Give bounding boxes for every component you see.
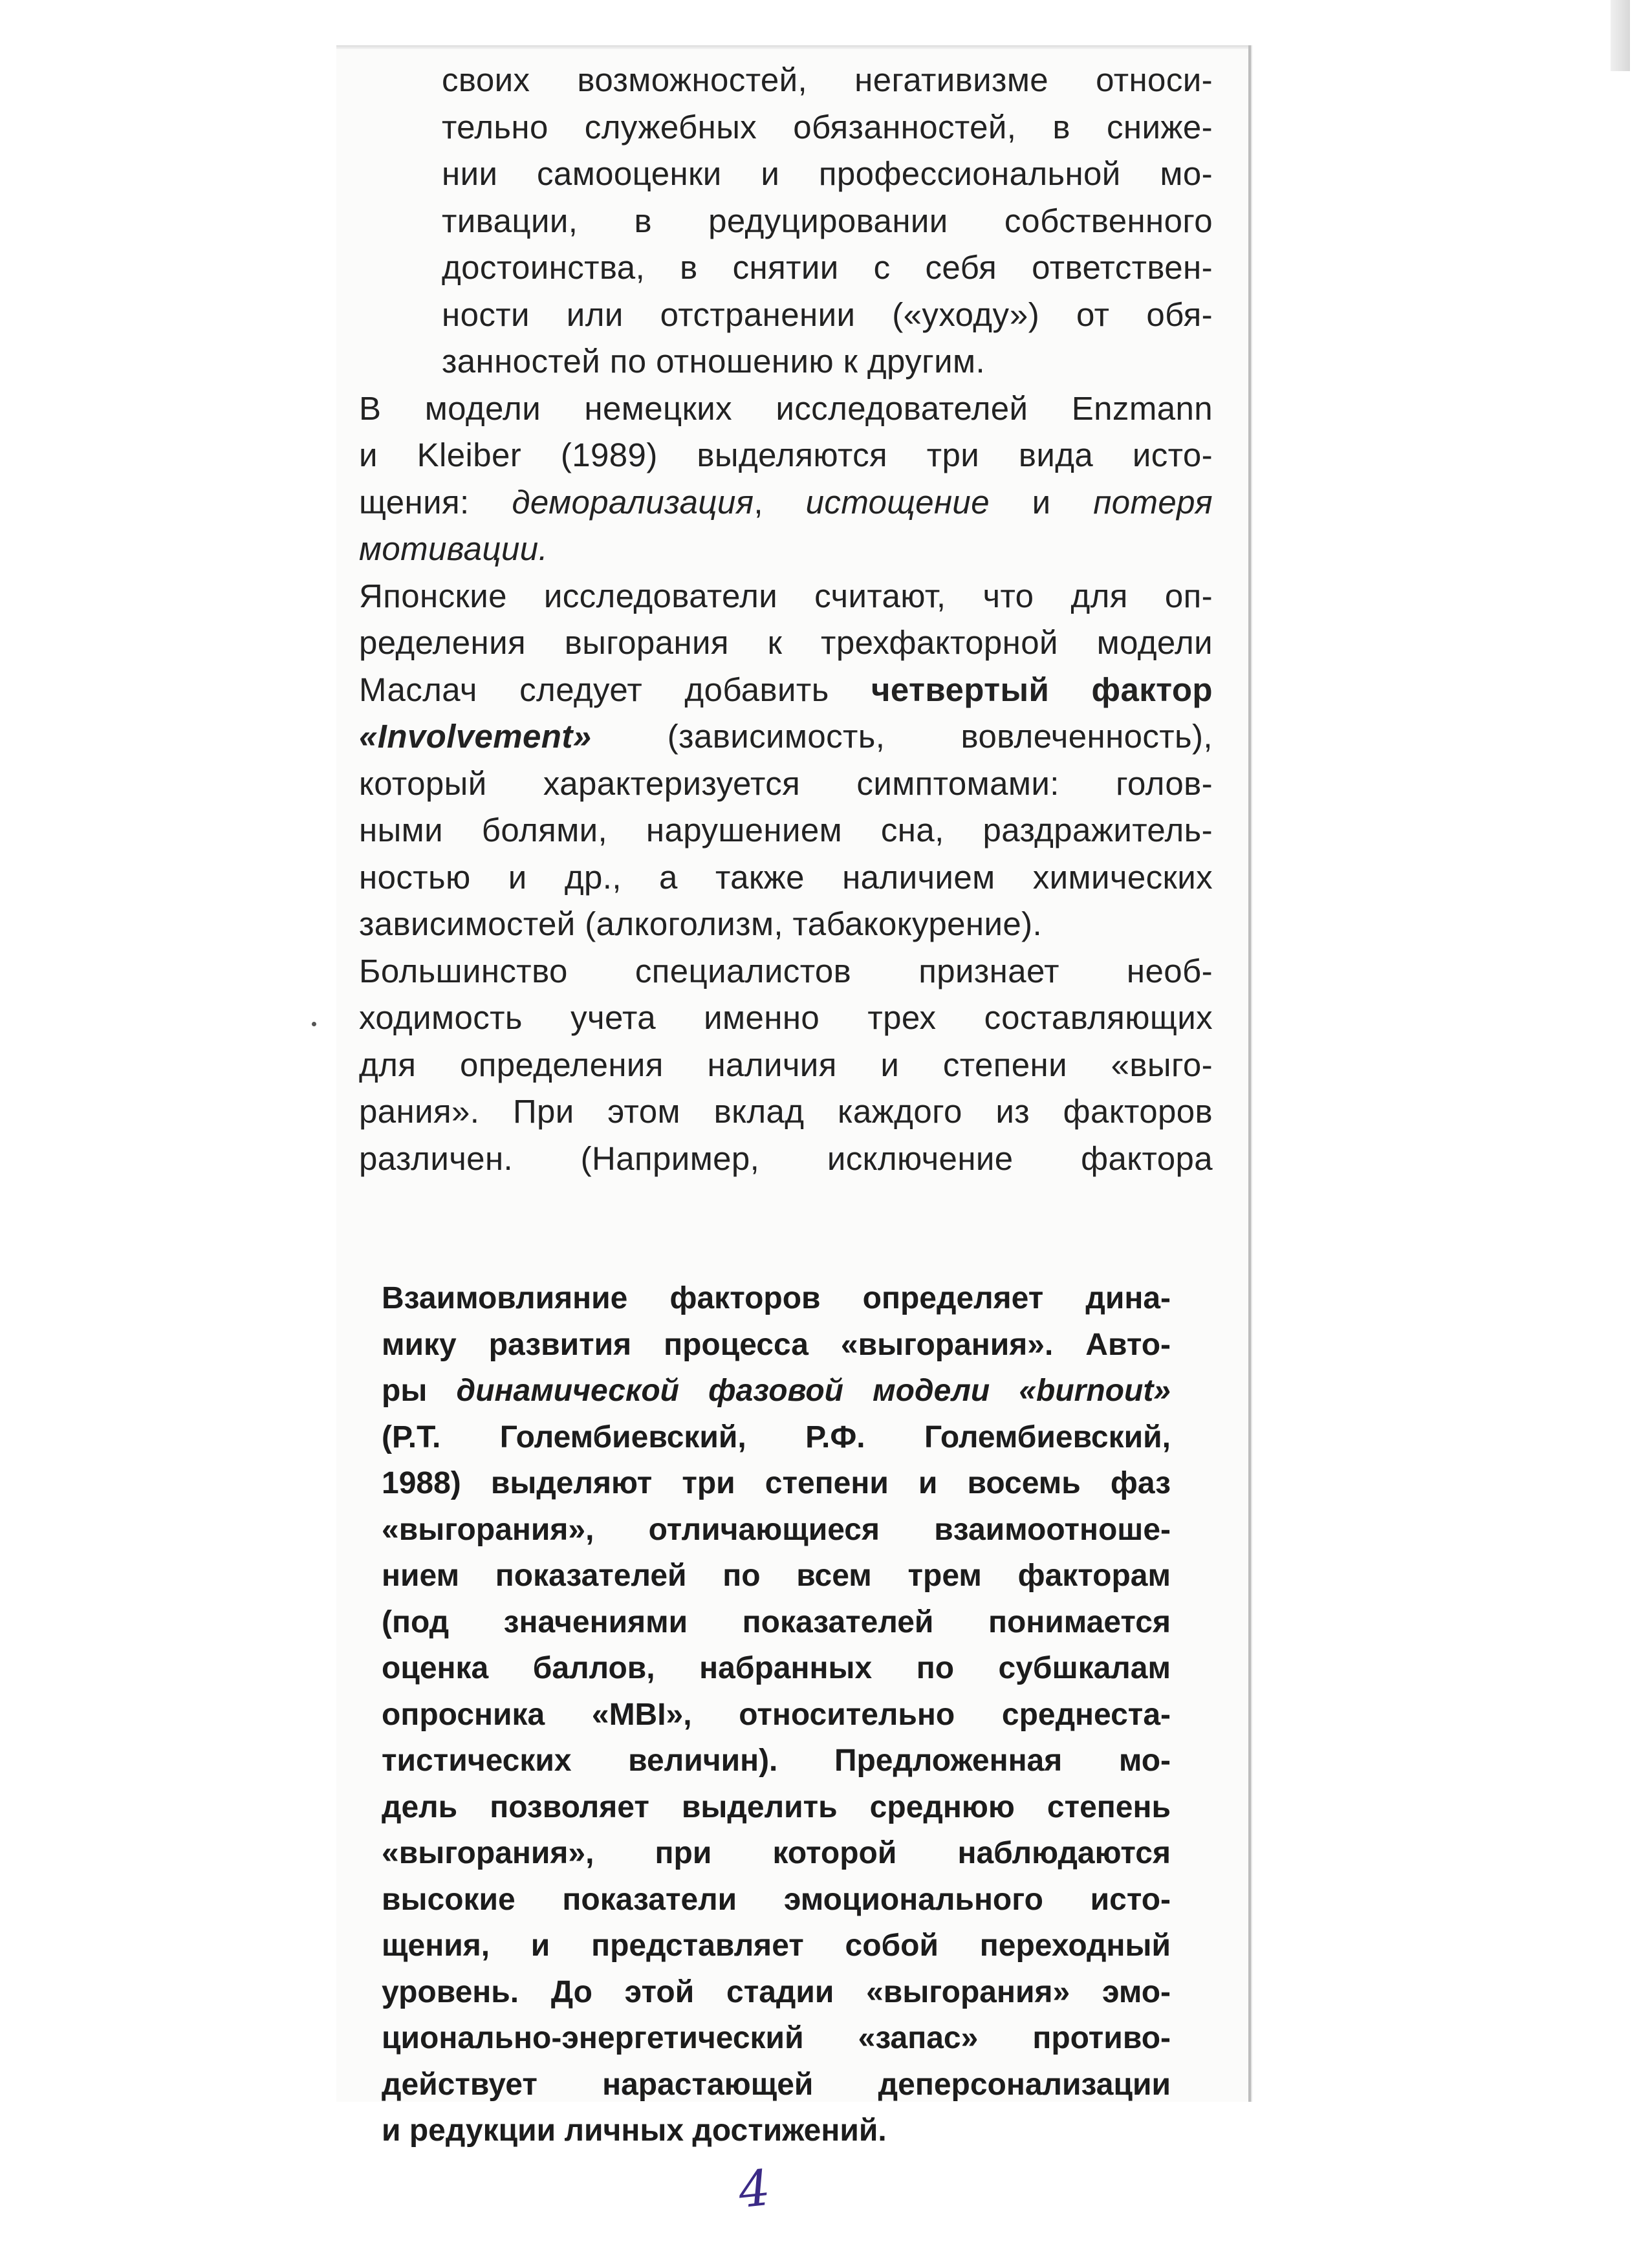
text-line: дель позволяет выделить среднюю степень	[382, 1789, 1171, 1824]
text-line	[359, 479, 1213, 526]
bold-italic-term: «Involvement»	[359, 718, 592, 755]
text-line: щения, и представляет собой переходный	[382, 1928, 1171, 1963]
text-line	[359, 526, 1213, 573]
text-line: ными болями, нарушением сна, раздражитель-	[359, 812, 1213, 848]
text-line: (под значениями показателей понимается	[382, 1604, 1171, 1639]
text-line: уровень. До этой стадии «выгорания» эмо-	[382, 1974, 1171, 2009]
text-line: для определения наличия и степени «выго-	[359, 1046, 1213, 1083]
text-line: (Р.Т. Голембиевский, Р.Ф. Голембиевский,	[382, 1420, 1171, 1454]
text-line: тельно служебных обязанностей, в сниже-	[442, 108, 1213, 146]
text-line: Большинство специалистов признает необ-	[359, 952, 1213, 989]
text-line: ностью и др., а также наличием химических	[359, 858, 1213, 896]
stray-dot	[312, 1022, 316, 1026]
bold-term: четвертый фактор	[871, 671, 1213, 708]
text-line: и Kleiber (1989) выделяются три вида исто-	[359, 437, 1213, 473]
text-line: зависимостей (алкоголизм, табакокурение).	[359, 905, 1043, 942]
text-run: Маслач следует добавить	[359, 671, 871, 708]
text-line: оценка баллов, набранных по субшкалам	[382, 1651, 1171, 1685]
main-text-block	[359, 57, 1213, 1182]
page-top-edge	[336, 45, 1248, 49]
text-line: мику развития процесса «выгорания». Авто-	[382, 1327, 1171, 1362]
text-line: своих возможностей, негативизме относи-	[442, 61, 1213, 98]
text-line: действует нарастающей деперсонализации	[382, 2067, 1171, 2102]
text-line: 1988) выделяют три степени и восемь фаз	[382, 1466, 1171, 1500]
paragraph-4	[359, 948, 1213, 1183]
text-line: ционально-энергетический «запас» противо-	[382, 2021, 1171, 2055]
text-line: и редукции личных достижений.	[382, 2113, 887, 2148]
text-line	[359, 667, 1213, 714]
text-line: достоинства, в снятии с себя ответствен-	[442, 249, 1213, 286]
text-run: и	[989, 483, 1094, 521]
paragraph-3	[359, 573, 1213, 948]
text-line: тистических величин). Предложенная мо-	[382, 1744, 1171, 1778]
scan-edge-mark	[1611, 0, 1630, 71]
text-line: «выгорания», при которой наблюдаются	[382, 1836, 1171, 1870]
text-line: различен. (Например, исключение фактора	[359, 1139, 1213, 1177]
italic-term: деморализация	[512, 483, 754, 521]
handwritten-page-number: 4	[735, 2158, 773, 2219]
text-line: опросника «MBI», относительно среднеста-	[382, 1697, 1171, 1732]
text-line: занностей по отношению к другим.	[442, 343, 986, 380]
text-run: щения:	[359, 483, 512, 521]
text-line: который характеризуется симптомами: голов-	[359, 764, 1213, 802]
italic-term: потеря	[1093, 483, 1213, 521]
italic-term: истощение	[805, 483, 990, 521]
text-run: ры	[382, 1374, 457, 1408]
paragraph-1	[359, 57, 1213, 385]
italic-term: динамической фазовой модели «burnout»	[456, 1374, 1171, 1408]
text-line: В модели немецких исследователей Enzmann	[359, 389, 1213, 427]
text-line: тивации, в редуцировании собственного	[442, 202, 1213, 239]
text-line: ности или отстранении («уходу») от обя-	[442, 296, 1213, 333]
text-line: ределения выгорания к трехфакторной модели	[359, 624, 1213, 661]
text-line: Взаимовлияние факторов определяет дина-	[382, 1281, 1171, 1315]
text-line: ходимость учета именно трех составляющих	[359, 999, 1213, 1036]
text-line: «выгорания», отличающиеся взаимоотноше-	[382, 1512, 1171, 1547]
text-line: нием показателей по всем трем факторам	[382, 1559, 1171, 1593]
text-line: высокие показатели эмоционального исто-	[382, 1882, 1171, 1917]
text-line	[382, 1368, 1171, 1414]
text-line: рания». При этом вклад каждого из факторов	[359, 1093, 1213, 1130]
text-run: (зависимость, вовлеченность),	[591, 718, 1213, 755]
text-run: ,	[754, 483, 806, 521]
paragraph-2	[359, 385, 1213, 573]
text-line: нии самооценки и профессиональной мо-	[442, 155, 1213, 192]
text-line	[359, 713, 1213, 761]
bold-text-block	[382, 1275, 1171, 2154]
text-line: Японские исследователи считают, что для оп-	[359, 577, 1213, 614]
italic-term: мотивации.	[359, 530, 548, 567]
